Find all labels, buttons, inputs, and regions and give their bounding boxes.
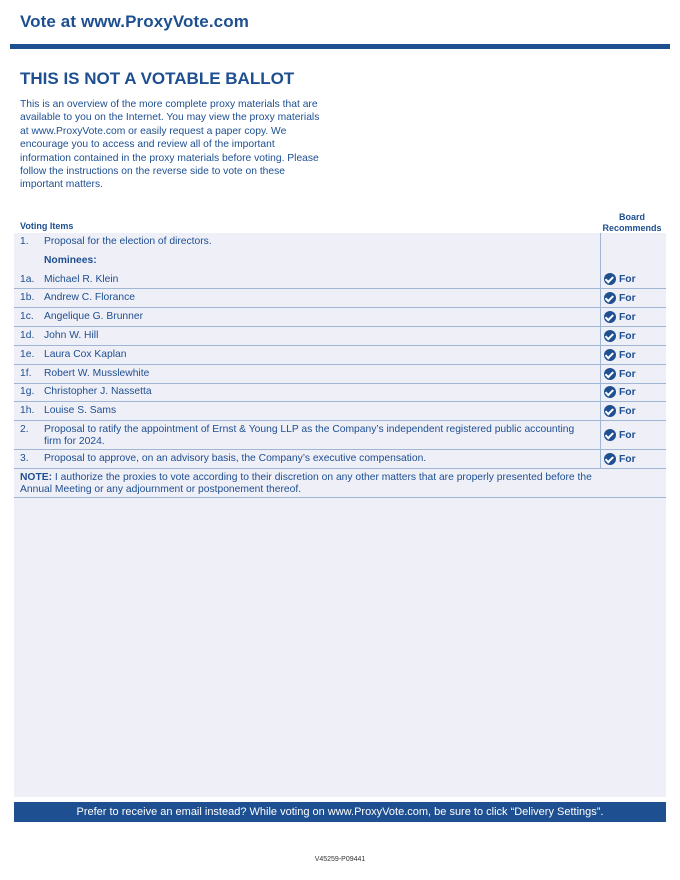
recommendation [604, 311, 636, 323]
item-number: 1b. [20, 292, 35, 303]
item-text: Robert W. Musslewhite [44, 368, 150, 379]
recommendation [604, 368, 636, 380]
item-number: 1d. [20, 330, 35, 341]
recommendation-label: For [619, 292, 636, 304]
check-icon [604, 368, 616, 380]
item-text: Proposal to ratify the appointment of Ernst & Young LLP as the Company’s independent registered public accounting firm for 2024. [44, 424, 575, 447]
check-icon [604, 405, 616, 417]
check-icon [604, 429, 616, 441]
recommendation [604, 429, 636, 441]
item-number: 1e. [20, 349, 35, 360]
voting-items-header: Voting Items [20, 221, 74, 231]
table-row [14, 289, 666, 308]
check-icon [604, 453, 616, 465]
check-icon [604, 311, 616, 323]
note-rule [14, 497, 666, 498]
board-recommends-header: Board Recommends [602, 212, 662, 233]
intro-text: This is an overview of the more complete proxy materials that are available to you on the Internet. You may view the proxy materials at www.ProxyVote.com or easily request a paper copy. We encourage you to access and review all of the important information contained in the proxy materials before voting. Please follow the instructions on the reverse side to vote on these important matters. [20, 99, 320, 191]
site-title: Vote at www.ProxyVote.com [20, 12, 249, 31]
note-text: I authorize the proxies to vote according to their discretion on any other matters that are properly presented before the Annual Meeting or any adjournment or postponement thereof. [20, 472, 592, 495]
item-number: 1a. [20, 274, 35, 285]
check-icon [604, 386, 616, 398]
recommendation [604, 330, 636, 342]
table-row [14, 251, 666, 270]
item-number: 1f. [20, 368, 32, 379]
recommendation-label: For [619, 273, 636, 285]
table-row [14, 233, 666, 251]
recommendation-label: For [619, 368, 636, 380]
item-text: Michael R. Klein [44, 274, 119, 285]
table-row [14, 327, 666, 346]
table-row [14, 421, 666, 450]
recommendation-label: For [619, 429, 636, 441]
table-row [14, 308, 666, 327]
recommendation-label: For [619, 330, 636, 342]
recommendation [604, 386, 636, 398]
item-text: Christopher J. Nassetta [44, 386, 152, 397]
note-paragraph [20, 472, 620, 495]
table-row [14, 402, 666, 421]
item-text: Proposal for the election of directors. [44, 236, 212, 247]
recommendation-label: For [619, 311, 636, 323]
item-number: 1c. [20, 311, 34, 322]
table-row [14, 383, 666, 402]
check-icon [604, 330, 616, 342]
table-row [14, 365, 666, 384]
page-heading: THIS IS NOT A VOTABLE BALLOT [20, 69, 295, 88]
voting-table [14, 233, 666, 797]
recommendation [604, 273, 636, 285]
nominees-label: Nominees: [44, 255, 97, 266]
item-text: Laura Cox Kaplan [44, 349, 127, 360]
recommendation-label: For [619, 349, 636, 361]
note-label: NOTE: [20, 472, 53, 483]
item-number: 1h. [20, 405, 35, 416]
item-text: John W. Hill [44, 330, 99, 341]
document-code: V45259-P09441 [314, 856, 366, 863]
check-icon [604, 273, 616, 285]
recommendation [604, 453, 636, 465]
table-row [14, 270, 666, 289]
item-text: Louise S. Sams [44, 405, 117, 416]
delivery-settings-banner: Prefer to receive an email instead? While voting on www.ProxyVote.com, be sure to click “Delivery Settings”. [14, 802, 666, 822]
check-icon [604, 292, 616, 304]
table-row [14, 346, 666, 365]
recommendation-label: For [619, 386, 636, 398]
recommendation [604, 405, 636, 417]
item-text: Andrew C. Florance [44, 292, 135, 303]
header-rule [10, 44, 670, 49]
item-number: 1g. [20, 386, 35, 397]
table-row [14, 450, 666, 469]
check-icon [604, 349, 616, 361]
recommendation-label: For [619, 405, 636, 417]
item-text: Angelique G. Brunner [44, 311, 144, 322]
recommendation [604, 349, 636, 361]
item-number: 3. [20, 453, 29, 464]
recommendation-label: For [619, 453, 636, 465]
recommendation [604, 292, 636, 304]
item-text: Proposal to approve, on an advisory basis, the Company’s executive compensation. [44, 453, 427, 464]
item-number: 2. [20, 424, 29, 435]
item-number: 1. [20, 236, 29, 247]
